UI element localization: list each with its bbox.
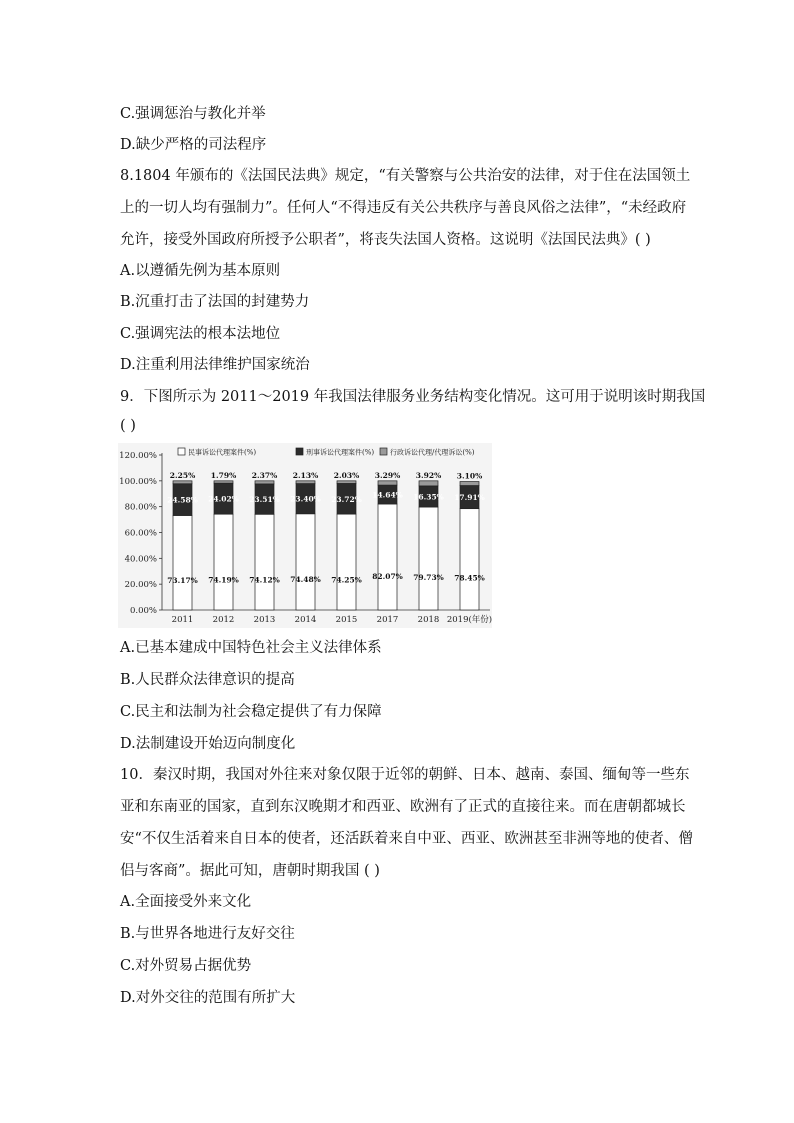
bar-data-label: 17.91% (454, 493, 485, 503)
x-category-label: 2018 (417, 615, 440, 625)
q9-stem-line-1: 9．下图所示为 2011～2019 年我国法律服务业务结构变化情况。这可用于说明该时期我国 (120, 389, 706, 405)
bar-data-label: 3.10% (456, 471, 483, 481)
legend-swatch (296, 448, 303, 455)
bar-data-label: 74.19% (208, 575, 239, 585)
bar-data-label: 2.25% (169, 470, 196, 480)
q10-stem-line-2: 亚和东南亚的国家，直到东汉晚期才和西亚、欧洲有了正式的直接往来。而在唐朝都城长 (120, 799, 686, 815)
bar-segment (337, 514, 356, 610)
bar-segment (460, 482, 479, 486)
q10-option-b: B.与世界各地进行友好交往 (120, 926, 295, 942)
bar-data-label: 1.79% (210, 470, 237, 480)
bar-data-label: 2.13% (292, 470, 319, 480)
y-tick-label: 20.00% (124, 580, 157, 591)
y-tick-label: 60.00% (124, 528, 157, 539)
bar-data-label: 24.02% (208, 494, 239, 504)
q10-stem-line-1: 10．秦汉时期，我国对外往来对象仅限于近邻的朝鲜、日本、越南、泰国、缅甸等一些东 (120, 767, 690, 783)
bar-data-label: 16.35% (413, 492, 444, 502)
bar-segment (296, 514, 315, 610)
q7-option-d: D.缺少严格的司法程序 (120, 137, 267, 153)
bar-segment (460, 509, 479, 610)
q8-option-a: A.以遵循先例为基本原则 (120, 263, 281, 279)
q10-option-d: D.对外交往的范围有所扩大 (120, 990, 296, 1006)
bar-data-label: 23.40% (290, 494, 321, 504)
q9-option-c: C.民主和法制为社会稳定提供了有力保障 (120, 704, 382, 720)
y-tick-label: 120.00% (119, 451, 157, 461)
q8-stem-line-3: 允许，接受外国政府所授予公职者”，将丧失法国人资格。这说明《法国民法典》( ) (120, 232, 651, 248)
bar-data-label: 82.07% (372, 572, 403, 582)
bar-segment (173, 515, 192, 610)
bar-data-label: 74.48% (290, 575, 321, 585)
x-category-label: 2011 (171, 615, 194, 625)
bar-segment (337, 481, 356, 484)
legend-label: 民事诉讼代理案件(%) (188, 448, 257, 457)
bar-segment (255, 481, 274, 484)
bar-segment (419, 507, 438, 610)
bar-data-label: 23.72% (331, 494, 362, 504)
q10-stem-line-4: 侣与客商”。据此可知，唐朝时期我国 ( ) (120, 863, 380, 879)
bar-segment (378, 504, 397, 610)
bar-data-label: 3.29% (374, 470, 401, 480)
x-category-label: 2019(年份) (446, 615, 492, 625)
q9-option-a: A.已基本建成中国特色社会主义法律体系 (120, 640, 382, 656)
q8-option-d: D.注重利用法律维护国家统治 (120, 357, 310, 373)
q9-stem-line-2: ( ) (120, 418, 136, 434)
bar-segment (173, 481, 192, 484)
bar-data-label: 14.64% (372, 490, 403, 500)
bar-segment (419, 481, 438, 486)
bar-data-label: 78.45% (454, 573, 485, 583)
bar-data-label: 23.51% (249, 495, 280, 505)
legend-swatch (380, 448, 387, 455)
bar-data-label: 79.73% (413, 573, 444, 583)
bar-data-label: 24.58% (167, 495, 198, 505)
bar-segment (296, 481, 315, 484)
y-tick-label: 40.00% (124, 554, 157, 565)
q7-option-c: C.强调惩治与教化并举 (120, 106, 266, 122)
q8-stem-line-2: 上的一切人均有强制力”。任何人“不得违反有关公共秩序与善良风俗之法律”，“未经政府 (120, 200, 687, 216)
bar-data-label: 3.92% (415, 470, 442, 480)
bar-segment (214, 481, 233, 483)
x-category-label: 2015 (335, 615, 358, 625)
q10-option-a: A.全面接受外来文化 (120, 894, 252, 910)
q9-option-d: D.法制建设开始迈向制度化 (120, 736, 296, 752)
bar-segment (378, 481, 397, 485)
q9-option-b: B.人民群众法律意识的提高 (120, 672, 295, 688)
q8-option-b: B.沉重打击了法国的封建势力 (120, 294, 310, 310)
x-category-label: 2012 (212, 615, 235, 625)
y-tick-label: 100.00% (119, 476, 157, 487)
x-category-label: 2013 (253, 615, 276, 625)
y-tick-label: 0.00% (129, 606, 157, 616)
x-category-label: 2014 (294, 615, 317, 625)
legend-label: 行政诉讼代理/代理诉讼(%) (390, 448, 475, 457)
q10-stem-line-3: 安“不仅生活着来自日本的使者，还活跃着来自中亚、西亚、欧洲甚至非洲等地的使者、僧 (120, 831, 693, 847)
bar-data-label: 74.12% (249, 575, 280, 585)
bar-segment (214, 514, 233, 610)
bar-data-label: 2.37% (251, 470, 278, 480)
q10-option-c: C.对外贸易占据优势 (120, 958, 252, 974)
bar-segment (255, 514, 274, 610)
bar-data-label: 74.25% (331, 575, 362, 585)
bar-data-label: 73.17% (167, 575, 198, 585)
x-category-label: 2017 (376, 615, 399, 625)
legend-label: 刑事诉讼代理案件(%) (306, 448, 375, 457)
legend-swatch (178, 448, 185, 455)
q8-stem-line-1: 8.1804 年颁布的《法国民法典》规定，“有关警察与公共治安的法律，对于住在法国领土 (120, 168, 691, 184)
bar-data-label: 2.03% (333, 470, 360, 480)
y-tick-label: 80.00% (124, 502, 157, 513)
legal-services-stacked-bar-chart (118, 443, 492, 628)
q8-option-c: C.强调宪法的根本法地位 (120, 326, 281, 342)
